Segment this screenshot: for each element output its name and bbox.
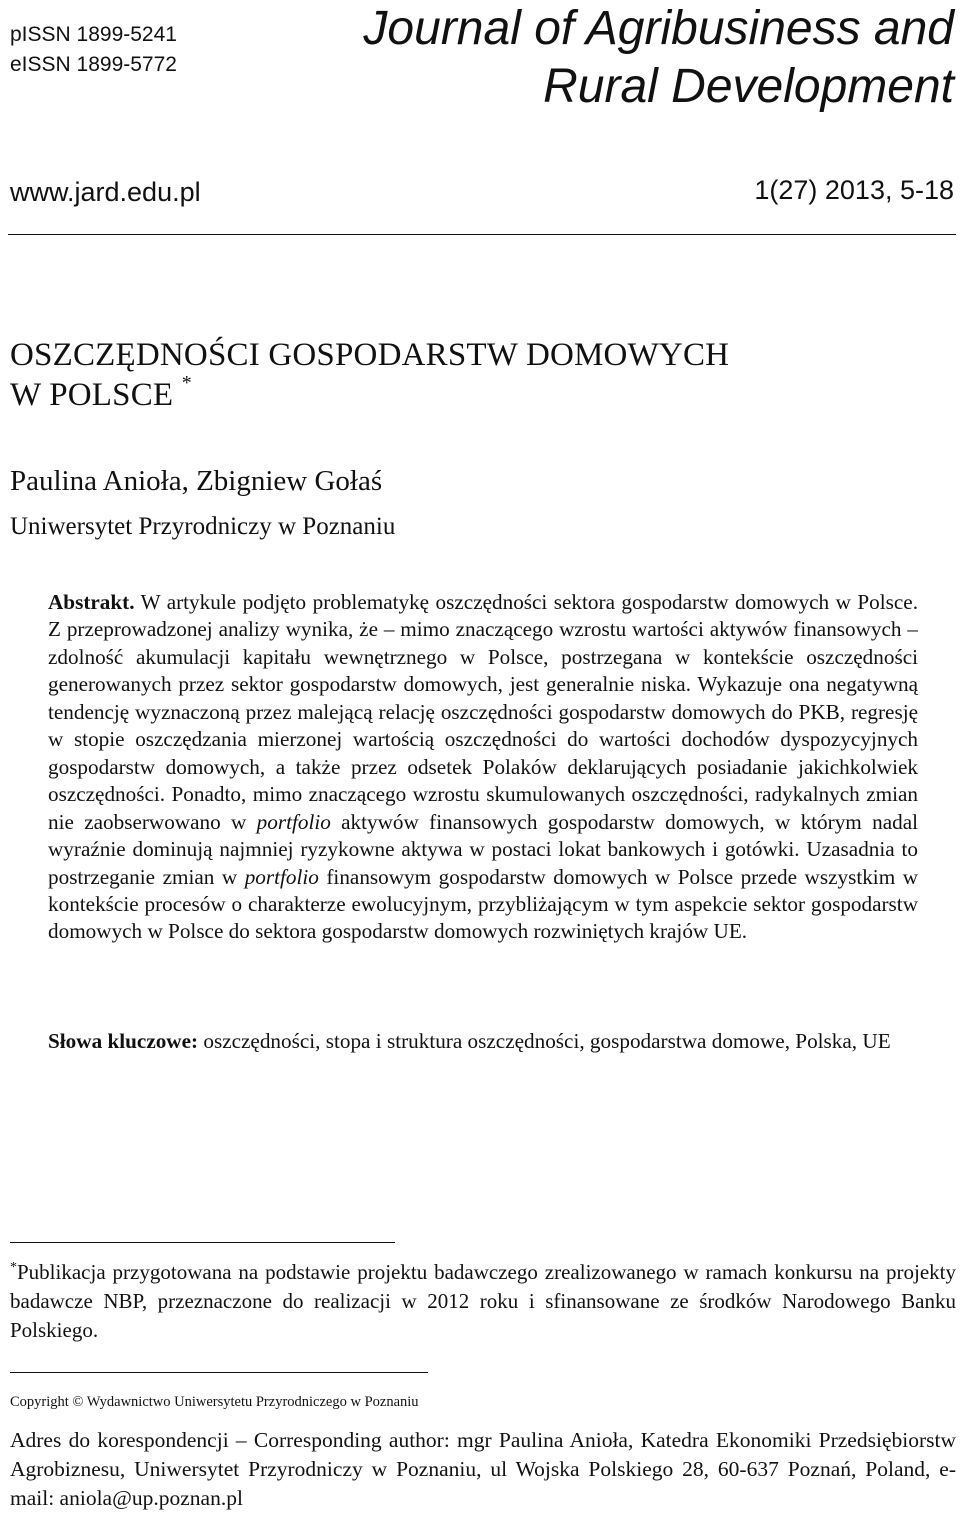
- keywords-text: oszczędności, stopa i struktura oszczędności, gospodarstwa domowe, Polska, UE: [203, 1029, 891, 1053]
- title-footnote-mark[interactable]: *: [181, 372, 192, 394]
- journal-url[interactable]: www.jard.edu.pl: [10, 177, 201, 207]
- article-title-line-2: [10, 372, 729, 415]
- abstract: [48, 589, 918, 946]
- keywords-label: Słowa kluczowe:: [48, 1029, 199, 1053]
- footnote: [10, 1258, 956, 1345]
- abstract-text-2: aktywów finansowych gospodarstw domowych, w którym nadal wyraźnie dominują najmniej ryzykowne aktywa w postaci lokat bankowych i gotówki. Uzasadnia to postrzeganie zmian w: [48, 809, 918, 889]
- abstract-text-1: W artykule podjęto problematykę oszczędności sektora gospodarstw domowych w Polsce. Z przeprowadzonej analizy wynika, że – mimo znaczącego wzrostu wartości aktywów finansowych – zdolność akumulacji kapitału wewnętrznego w Polsce, postrzegana w kontekście oszczędności generowanych przez sektor gospodarstw domowych, jest generalnie niska. Wykazuje ona negatywną tendencję wyznaczoną przez malejącą relację oszczędności gospodarstw domowych do PKB, regresję w stopie oszczędzania mierzonej wartością oszczędności do wartości dochodów dyspozycyjnych gospodarstw domowych, a także przez odsetek Polaków deklarujących posiadanie jakichkolwiek oszczędności. Ponadto, mimo znaczącego wzrostu skumulowanych oszczędności, radykalnych zmian nie zaobserwowano w: [48, 590, 918, 834]
- affiliation: Uniwersytet Przyrodniczy w Poznaniu: [10, 513, 396, 540]
- footnote-divider: [10, 1242, 395, 1243]
- abstract-italic-portfolio-2: portfolio: [244, 864, 319, 889]
- abstract-italic-portfolio-1: portfolio: [256, 809, 331, 834]
- article-title-line-2-text: W POLSCE: [10, 377, 174, 413]
- correspondence-address: Adres do korespondencji – Corresponding author: mgr Paulina Anioła, Katedra Ekonomiki Przedsiębiorstw Agrobiznesu, Uniwersytet Przyrodniczy w Poznaniu, ul Wojska Polskiego 28, 60-637 Poznań, Poland, e-mail: aniola@up.poznan.pl: [10, 1428, 956, 1510]
- abstract-text-3: finansowym gospodarstw domowych w Polsce przede wszystkim w kontekście procesów o charakterze ewolucyjnym, przybliżającym w tym aspekcie sektor gospodarstw domowych w Polsce do sektora gospodarstw domowych rozwiniętych krajów UE.: [48, 864, 918, 944]
- article-title: [10, 335, 729, 415]
- copyright: Copyright © Wydawnictwo Uniwersytetu Przyrodniczego w Poznaniu: [10, 1394, 419, 1410]
- copyright-divider: [10, 1372, 428, 1373]
- keywords: [48, 1028, 918, 1056]
- journal-title-line-1: Journal of Agribusiness and: [363, 2, 954, 55]
- journal-title-line-2: Rural Development: [543, 60, 954, 113]
- issue-info: 1(27) 2013, 5-18: [754, 175, 954, 205]
- journal-title: [274, 0, 954, 116]
- eissn: eISSN 1899-5772: [10, 53, 177, 76]
- footnote-mark: *: [10, 1260, 17, 1275]
- abstract-label: Abstrakt.: [48, 590, 135, 614]
- authors: Paulina Anioła, Zbigniew Gołaś: [10, 465, 383, 497]
- article-title-line-1: OSZCZĘDNOŚCI GOSPODARSTW DOMOWYCH: [10, 337, 730, 373]
- header-divider: [8, 234, 956, 235]
- footnote-text: Publikacja przygotowana na podstawie projektu badawczego zrealizowanego w ramach konkursu na projekty badawcze NBP, przeznaczone do realizacji w 2012 roku i sfinansowane ze środków Narodowego Banku Polskiego.: [10, 1260, 956, 1342]
- pissn: pISSN 1899-5241: [10, 23, 177, 46]
- issn-block: [10, 20, 177, 80]
